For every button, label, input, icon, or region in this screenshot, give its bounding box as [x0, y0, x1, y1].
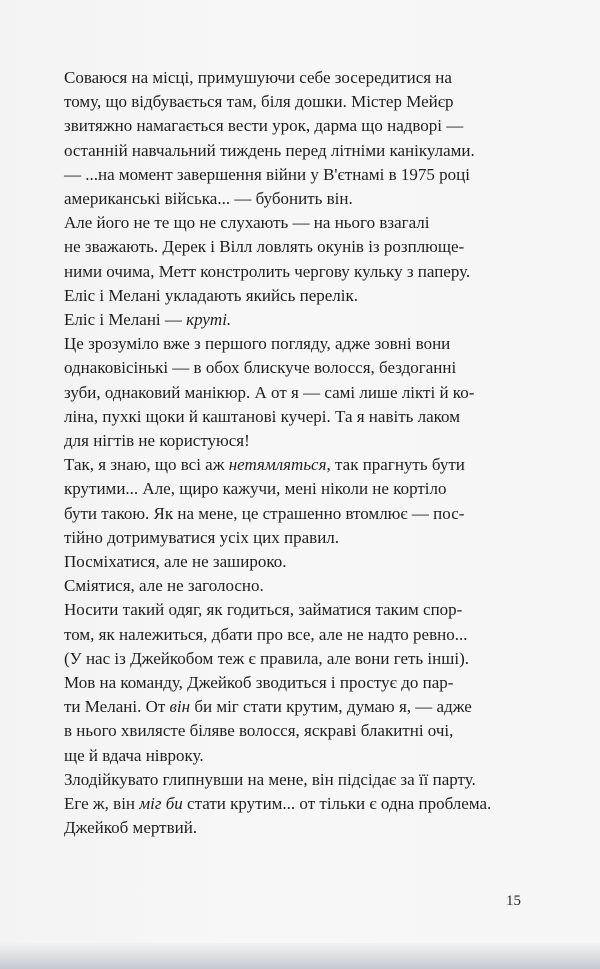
text-line: [64, 695, 534, 719]
text-line: — ...на момент завершення війни у В'єтнамі в 1975 році: [64, 164, 470, 184]
body-text: [64, 66, 534, 841]
text-line: Джейкоб мертвий.: [64, 818, 198, 838]
text-line: [64, 792, 534, 816]
text-line: ліна, пухкі щоки й каштанові кучері. Та я навіть лаком: [64, 406, 460, 426]
text-line: Посміхатися, але не зашироко.: [64, 552, 287, 572]
text-fragment: ти Мелані. От: [64, 697, 170, 717]
text-line: Соваюся на місці, примушуючи себе зосередитися на: [64, 68, 452, 87]
text-fragment: би міг стати крутим, думаю я, — адже: [190, 697, 472, 717]
text-line: ще й вдача нівроку.: [64, 745, 204, 765]
text-line: звитяжно намагається вести урок, дарма що надворі —: [64, 116, 464, 136]
text-line: для нігтів не користуюся!: [64, 431, 250, 451]
text-line: Злодійкувато глипнувши на мене, він підсідає за її парту.: [64, 769, 476, 789]
text-line: [64, 308, 534, 332]
text-line: тому, що відбувається там, біля дошки. Містер Мейєр: [64, 92, 454, 112]
emphasis-text: нетямляться: [228, 455, 327, 475]
text-line: ними очима, Метт констролить чергову кульку з паперу.: [64, 261, 471, 281]
text-line: Але його не те що не слухають — на нього взагалі: [64, 213, 430, 233]
page-number: 15: [506, 893, 521, 909]
text-line: Носити такий одяг, як годиться, займатися таким спор-: [64, 600, 463, 620]
text-line: Мов на команду, Джейкоб зводиться і простує до пар-: [64, 673, 454, 693]
text-line: [64, 453, 534, 477]
text-fragment: Еге ж, він: [64, 794, 140, 814]
text-line: останній навчальний тиждень перед літніми канікулами.: [64, 140, 475, 160]
text-line: американські війська... — бубонить він.: [64, 189, 353, 209]
text-line: том, як належиться, дбати про все, але не надто ревно...: [64, 624, 468, 644]
text-line: Сміятися, але не заголосно.: [64, 576, 264, 596]
text-line: не зважають. Дерек і Вілл ловлять окунів із розплюще-: [64, 237, 465, 257]
emphasis-text: круті.: [186, 310, 232, 330]
text-line: зуби, однаковий манікюр. А от я — самі лише лікті й ко-: [64, 382, 475, 402]
text-line: Це зрозуміло вже з першого погляду, адже зовні вони: [64, 334, 451, 354]
text-line: тійно дотримуватися усіх цих правил.: [64, 527, 340, 547]
text-line: однаковісінькі — в обох блискуче волосся, бездоганні: [64, 358, 457, 378]
text-fragment: стати крутим... от тільки є одна проблема.: [182, 794, 492, 814]
text-fragment: , так прагнуть бути: [326, 455, 465, 475]
text-line: (У нас із Джейкобом теж є правила, але вони геть інші).: [64, 648, 469, 668]
text-line: бути такою. Як на мене, це страшенно втомлює — пос-: [64, 503, 465, 523]
text-line: Еліс і Мелані укладають якийсь перелік.: [64, 285, 359, 305]
emphasis-text: міг би: [139, 794, 183, 814]
emphasis-text: він: [169, 697, 191, 717]
text-line: крутими... Але, щиро кажучи, мені ніколи не кортіло: [64, 479, 447, 499]
page-bottom-edge: [0, 943, 600, 969]
text-fragment: Так, я знаю, що всі аж: [64, 455, 229, 475]
text-fragment: Еліс і Мелані —: [64, 310, 187, 330]
text-line: в нього хвилясте біляве волосся, яскраві блакитні очі,: [64, 721, 454, 741]
